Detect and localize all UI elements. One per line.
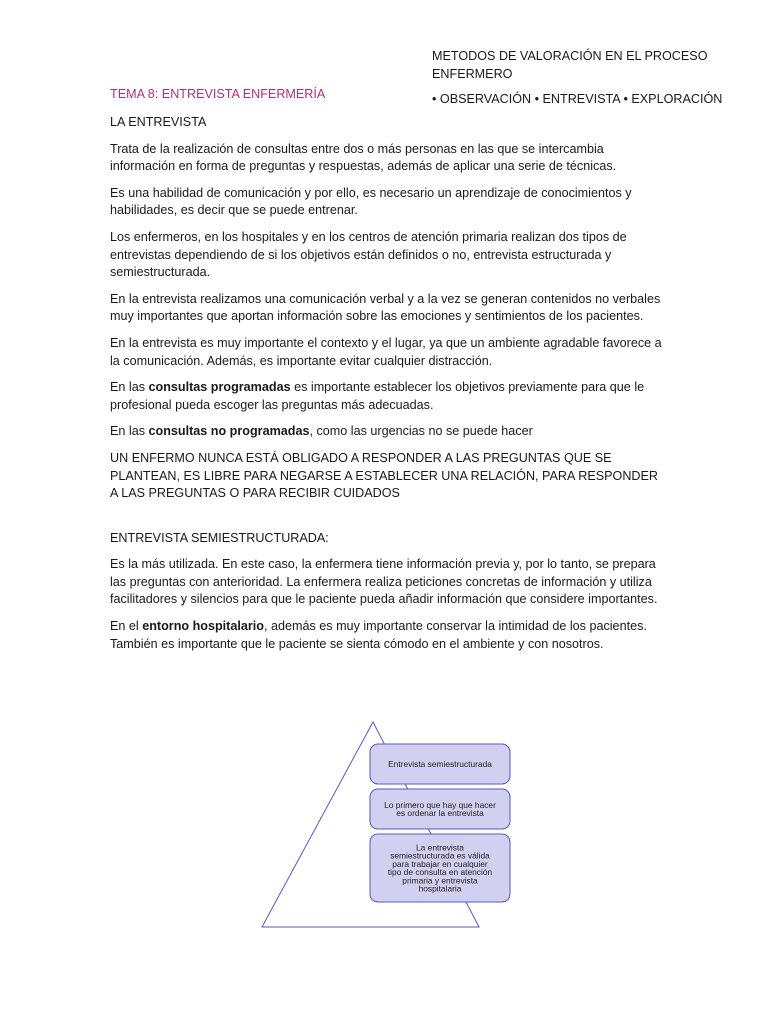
document-body — [110, 114, 662, 662]
diagram-text-line: La entrevista — [416, 842, 464, 853]
bold-term: consultas programadas — [148, 380, 291, 395]
pyramid-diagram — [258, 718, 518, 932]
paragraph: Es una habilidad de comunicación y por ello, es necesario un aprendizaje de conocimientos y habilidades, es decir que se puede entrenar. — [110, 185, 632, 218]
diagram-box-1-text — [388, 759, 492, 769]
paragraph: En la entrevista realizamos una comunicación verbal y a la vez se generan contenidos no verbales muy importantes que aportan información sobre las emociones y sentimientos de los pacientes. — [110, 291, 661, 324]
topic-title: TEMA 8: ENTREVISTA ENFERMERÍA — [110, 87, 326, 101]
paragraph: Los enfermeros, en los hospitales y en los centros de atención primaria realizan dos tipos de entrevistas dependiendo de si los objetivos están definidos o no, entrevista estructurada y semiestructurada. — [110, 229, 627, 280]
diagram-text-line: es ordenar la entrevista — [396, 808, 484, 819]
diagram-box-2-text — [384, 800, 496, 818]
diagram-text-line: semiestructurada es válida — [390, 850, 490, 861]
section-heading: LA ENTREVISTA — [110, 115, 207, 129]
paragraph: En el entorno hospitalario, además es muy importante conservar la intimidad de los pacientes. También es importante que le paciente se sienta cómodo en el ambiente y con nosotros. — [110, 619, 647, 651]
diagram-text-line: primaria y entrevista — [402, 875, 478, 886]
bold-term: entorno hospitalario — [142, 619, 264, 634]
paragraph: Trata de la realización de consultas entre dos o más personas en las que se intercambia información en forma de preguntas y respuestas, además de aplicar una serie de técnicas. — [110, 141, 617, 174]
paragraph: En la entrevista es muy importante el contexto y el lugar, ya que un ambiente agradable favorece a la comunicación. Además, es importante evitar cualquier distracción. — [110, 335, 662, 368]
diagram-text-line: Entrevista semiestructurada — [388, 759, 492, 769]
diagram-text-line: Lo primero que hay que hacer — [384, 799, 496, 810]
uppercase-notice: UN ENFERMO NUNCA ESTÁ OBLIGADO A RESPONDER A LAS PREGUNTAS QUE SE PLANTEAN, ES LIBRE PARA NEGARSE A ESTABLECER UNA RELACIÓN, PARA RESPONDER A LAS PREGUNTAS O PARA RECIBIR CUIDADOS — [110, 450, 658, 501]
paragraph: Es la más utilizada. En este caso, la enfermera tiene información previa y, por lo tanto, se prepara las preguntas con anterioridad. La enfermera realiza peticiones concretas de información y utiliza facilitadores y silencios para que le paciente pueda añadir información que considere importantes. — [110, 557, 658, 607]
bold-term: consultas no programadas — [148, 424, 310, 439]
section-heading: ENTREVISTA SEMIESTRUCTURADA: — [110, 530, 329, 545]
assessment-methods: • OBSERVACIÓN • ENTREVISTA • EXPLORACIÓN — [432, 92, 723, 107]
course-title: METODOS DE VALORACIÓN EN EL PROCESO ENFERMERO — [432, 49, 708, 81]
paragraph: En las consultas no programadas, como las urgencias no se puede hacer — [110, 424, 533, 439]
diagram-text-line: tipo de consulta en atención — [387, 867, 493, 878]
paragraph: En las consultas programadas es importante establecer los objetivos previamente para que le profesional pueda escoger las preguntas más adecuadas. — [110, 380, 645, 412]
diagram-text-line: para trabajar en cualquier — [392, 858, 488, 869]
diagram-text-line: hospitalaria — [418, 883, 462, 894]
document-header — [432, 48, 732, 109]
